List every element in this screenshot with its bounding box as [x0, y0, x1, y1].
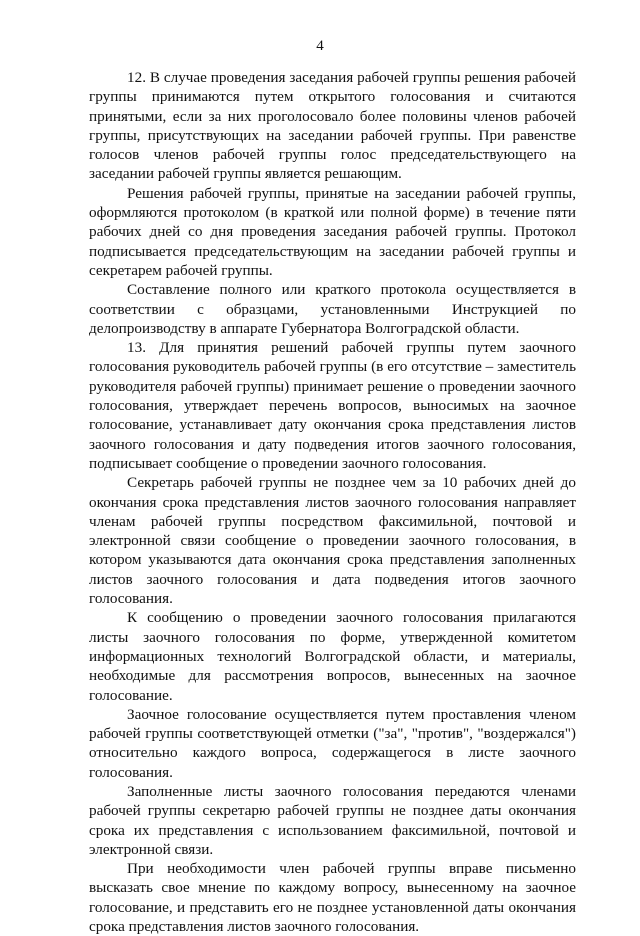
- paragraph-protocol-instruction: Составление полного или краткого протокола осуществляется в соответствии с образцами, установленными Инструкцией по делопроизводству в аппарате Губернатора Волгоградской области.: [89, 281, 576, 337]
- paragraph-sheets-submission: Заполненные листы заочного голосования передаются членами рабочей группы секретарю рабочей группы не позднее даты окончания срока их представления с использованием факсимильной, почтовой и электронной связи.: [89, 782, 576, 858]
- document-body: [89, 68, 576, 936]
- paragraph-protocol-form: Решения рабочей группы, принятые на заседании рабочей группы, оформляются протоколом (в краткой или полной форме) в течение пяти рабочих дней со дня проведения заседания рабочей группы. Протокол подписывается председательствующим на заседании рабочей группы и секретарем рабочей группы.: [89, 184, 576, 279]
- paragraph-voting-procedure: Заочное голосование осуществляется путем проставления членом рабочей группы соответствующей отметки ("за", "против", "воздержался") относительно каждого вопроса, содержащегося в листе заочного голосования.: [89, 705, 576, 781]
- paragraph-absentee-decision: 13. Для принятия решений рабочей группы путем заочного голосования руководитель рабочей группы (в его отсутствие – заместитель руководителя рабочей группы) принимает решение о проведении заочного голосования, утверждает перечень вопросов, выносимых на заочное голосование, устанавливает дату окончания срока представления листов заочного голосования и дату подведения итогов заочного голосования, подписывает сообщение о проведении заочного голосования.: [89, 339, 576, 472]
- paragraph-voting-sheets: К сообщению о проведении заочного голосования прилагаются листы заочного голосования по форме, утвержденной комитетом информационных технологий Волгоградской области, и материалы, необходимые для рассмотрения вопросов, вынесенных на заочное голосование.: [89, 609, 576, 704]
- paragraph-written-opinion: При необходимости член рабочей группы вправе письменно высказать свое мнение по каждому вопросу, вынесенному на заочное голосование, и представить его не позднее установленной даты окончания срока представления листов заочного голосования.: [89, 860, 576, 936]
- paragraph-voting-rules: 12. В случае проведения заседания рабочей группы решения рабочей группы принимаются путем открытого голосования и считаются принятыми, если за них проголосовало более половины членов рабочей группы, присутствующих на заседании рабочей группы. При равенстве голосов членов рабочей группы голос председательствующего на заседании рабочей группы является решающим.: [89, 69, 576, 183]
- page-number: 4: [316, 38, 324, 54]
- paragraph-secretary-notice: Секретарь рабочей группы не позднее чем за 10 рабочих дней до окончания срока представления листов заочного голосования направляет членам рабочей группы посредством факсимильной, почтовой и электронной связи сообщение о проведении заочного голосования, в котором указываются дата окончания срока представления заполненных листов заочного голосования и дата подведения итогов заочного голосования.: [89, 474, 576, 608]
